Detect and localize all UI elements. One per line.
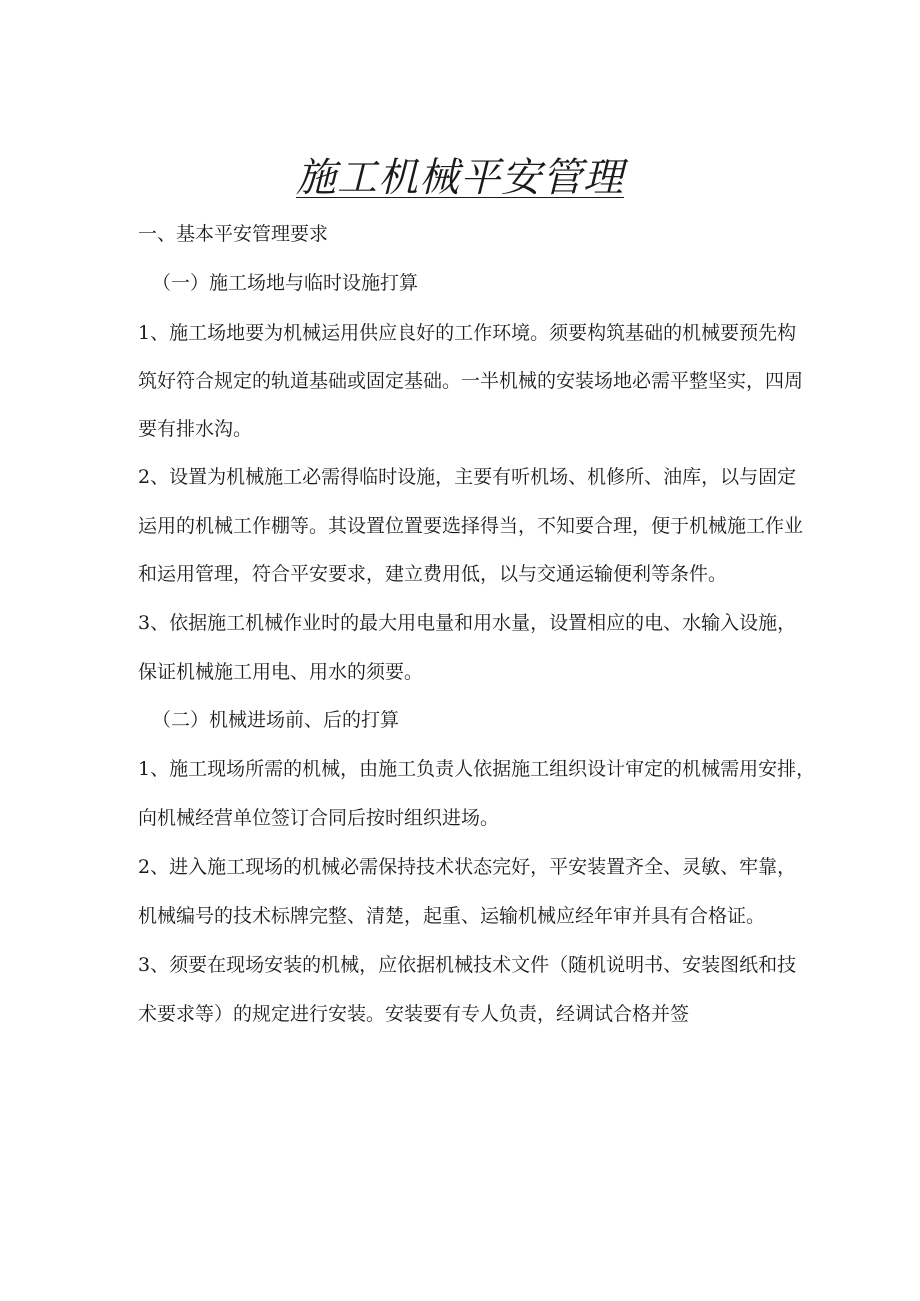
paragraph-line: 1、施工现场所需的机械，由施工负责人依据施工组织设计审定的机械需用安排， bbox=[138, 758, 816, 780]
paragraph-line: 3、依据施工机械作业时的最大用电量和用水量，设置相应的电、水输入设施， bbox=[138, 612, 797, 634]
heading-level1: 一、基本平安管理要求 bbox=[138, 223, 329, 245]
section2-heading: （二）机械进场前、后的打算 bbox=[152, 709, 400, 731]
paragraph-line: 运用的机械工作棚等。其设置位置要选择得当，不知要合理，便于机械施工作业 bbox=[138, 515, 804, 537]
paragraph-line: 2、设置为机械施工必需得临时设施，主要有听机场、机修所、油库，以与固定 bbox=[138, 466, 797, 488]
paragraph-line: 筑好符合规定的轨道基础或固定基础。一半机械的安装场地必需平整坚实，四周 bbox=[138, 370, 804, 392]
document-title: 施工机械平安管理 bbox=[296, 155, 624, 201]
paragraph-line: 3、须要在现场安装的机械，应依据机械技术文件（随机说明书、安装图纸和技 bbox=[138, 954, 797, 976]
paragraph-line: 2、进入施工现场的机械必需保持技术状态完好，平安装置齐全、灵敏、牢靠， bbox=[138, 856, 797, 878]
paragraph-line: 1、施工场地要为机械运用供应良好的工作环境。须要构筑基础的机械要预先构 bbox=[138, 322, 797, 344]
section1-heading: （一）施工场地与临时设施打算 bbox=[152, 272, 419, 294]
paragraph-line: 向机械经营单位签订合同后按时组织进场。 bbox=[138, 807, 500, 829]
paragraph-line: 术要求等）的规定进行安装。安装要有专人负责，经调试合格并签 bbox=[138, 1003, 690, 1025]
paragraph-line: 保证机械施工用电、用水的须要。 bbox=[138, 661, 424, 683]
paragraph-line: 要有排水沟。 bbox=[138, 418, 253, 440]
paragraph-line: 和运用管理，符合平安要求，建立费用低，以与交通运输便利等条件。 bbox=[138, 563, 728, 585]
paragraph-line: 机械编号的技术标牌完整、清楚，起重、运输机械应经年审并具有合格证。 bbox=[138, 905, 766, 927]
